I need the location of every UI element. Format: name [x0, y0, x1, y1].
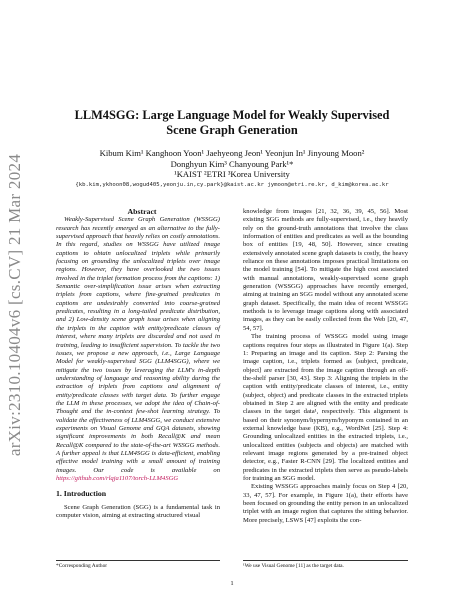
right-paragraph-1: knowledge from images [21, 32, 36, 39, 45, 56]. Most existing SGG methods are fully-supervised, i.e., they heavily rely on the ground-truth annotations that involve the class information of entities and predicates as well as the bounding box of entities [19, 48, 50]. However, since creating extensively annotated scene graph datasets is costly, the heavy reliance on these annotations imposes practical limitations on the model training [54]. To mitigate the high cost associated with manual annotations, weakly-supervised scene graph generation (WSSGG) approaches have recently emerged, aiming at training an SGG model without any annotated scene graph dataset. Specifically, the main idea of recent WSSGG methods is to leverage image captions along with associated images, as they can be easily collected from the Web [20, 47, 54, 57]. [243, 208, 408, 332]
title-line-1: LLM4SGG: Large Language Model for Weakly Supervised [74, 108, 390, 122]
abstract-body: Weakly-Supervised Scene Graph Generation (WSSGG) research has recently emerged as an alternative to the fully-supervised approach that heavily relies on costly annotations. In this regard, studies on WSSGG have utilized image captions to obtain unlocalized triplets while primarily focusing on grounding the unlocalized triplets over image regions. However, they have overlooked the two issues involved in the triplet formation process from the captions: 1) Semantic over-simplification issue arises when extracting triplets from captions, where fine-grained predicates in captions are undesirably converted into coarse-grained predicates, resulting in a long-tailed predicate distribution, and 2) Low-density scene graph issue arises when aligning the triplets in the caption with entity/predicate classes of interest, where many triplets are discarded and not used in training, leading to insufficient supervision. To tackle the two issues, we propose a new approach, i.e., Large Language Model for weakly-supervised SGG (LLM4SGG), where we mitigate the two issues by leveraging the LLM's in-depth understanding of language and reasoning ability during the extraction of triplets from captions and alignment of entity/predicate classes with target data. To further engage the LLM in these processes, we adopt the idea of Chain-of-Thought and the in-context few-shot learning strategy. To validate the effectiveness of LLM4SGG, we conduct extensive experiments on Visual Genome and GQA datasets, showing significant improvements in both Recall@K and mean Recall@K compared to the state-of-the-art WSSGG methods. A further appeal is that LLM4SGG is data-efficient, enabling effective model training with a small amount of training images. Our code is available on [56, 216, 220, 474]
intro-paragraph: Scene Graph Generation (SGG) is a fundamental task in computer vision, aiming at extracting structured visual [56, 503, 220, 520]
affiliations: ¹KAIST ²ETRI ³Korea University [174, 169, 290, 179]
authors-line-2: Donghyun Kim³ Chanyoung Park¹* [170, 158, 294, 169]
arxiv-id: arXiv:2310.10404v6 [cs.CV] 21 Mar 2024 [5, 153, 25, 457]
title-line-2: Scene Graph Generation [166, 123, 298, 137]
page-number: 1 [230, 580, 234, 587]
code-link[interactable]: https://github.com/rlqja1107/torch-LLM4SGG [56, 475, 179, 482]
authors-line-1: Kibum Kim¹ Kanghoon Yoon¹ Jaehyeong Jeon¹ Yeonjun In¹ Jinyoung Moon² [99, 148, 365, 158]
author-emails: {kb.kim,ykhoon08,wogud405,yeonju.in,cy.park}@kaist.ac.kr jymoon@etri.re.kr, d_kim@korea.ac.kr [75, 182, 389, 188]
right-paragraph-3: Existing WSSGG approaches mainly focus on Step 4 [20, 33, 47, 57]. For example, in Figure 1(a), their efforts have been focused on grounding the entity person in an unlocalized triplet with an image region that captures the sitting behavior. More precisely, LSWS [47] exploits the con- [243, 483, 408, 524]
arxiv-watermark [2, 140, 28, 470]
abstract-text [56, 216, 220, 483]
abstract-heading: Abstract [127, 207, 157, 216]
left-column [56, 208, 220, 520]
introduction-heading: 1. Introduction [56, 489, 107, 499]
footnote-corresponding: *Corresponding Author [56, 560, 220, 570]
paper-title [60, 108, 404, 138]
footnote-target-data: ¹We use Visual Genome [11] as the target data. [243, 560, 408, 570]
right-column [243, 208, 408, 525]
right-paragraph-2: The training process of WSSGG model using image captions requires four steps as illustrated in Figure 1(a). Step 1: Preparing an image and its caption. Step 2: Parsing the image caption, i.e., triplets formed as ⟨subject, predicate, object⟩ are extracted from the image caption through an off-the-shelf parser [30, 43]. Step 3: Aligning the triplets in the caption with entity/predicate classes of interest, i.e., entity (subject, object) and predicate classes in the extracted triplets obtained in Step 2 are aligned with the entity and predicate classes in the target data¹, respectively. This alignment is based on their synonym/hypernym/hyponym contained in an external knowledge base (KB), e.g., WordNet [25]. Step 4: Grounding unlocalized entities in the extracted triplets, i.e., unlocalized entities (subjects and objects) are matched with relevant image regions generated by a pre-trained object detector, e.g., Faster R-CNN [29]. The localized entities and predicates in the extracted triplets then serve as pseudo-labels for training an SGG model. [243, 333, 408, 482]
author-block [60, 148, 404, 180]
